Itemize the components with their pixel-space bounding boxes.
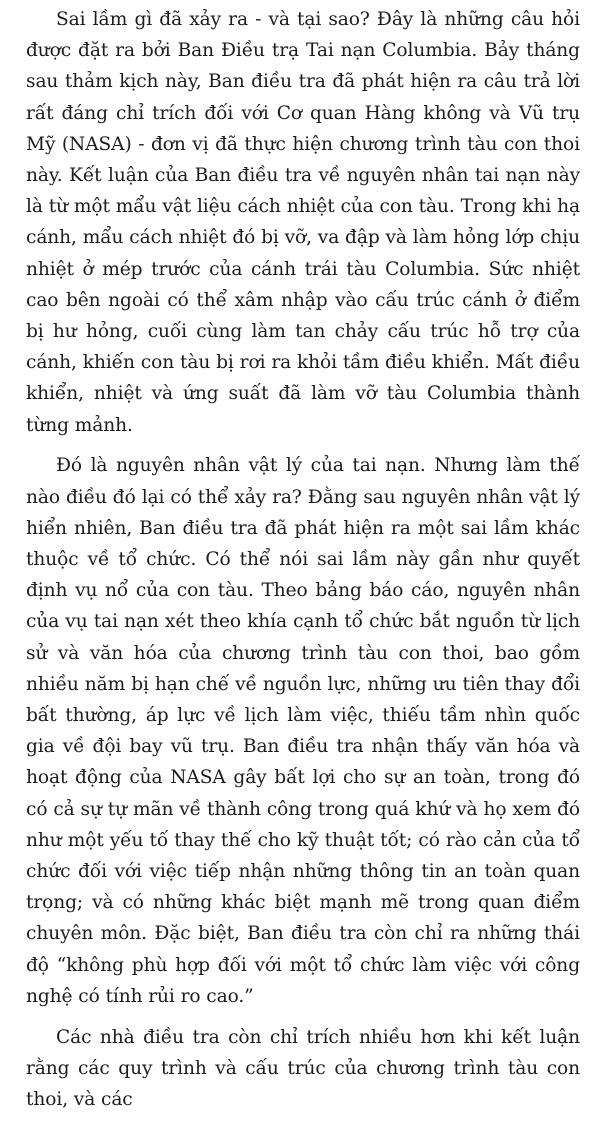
document-page (26, 4, 580, 1125)
paragraph-3: Các nhà điều tra còn chỉ trích nhiều hơn khi kết luận rằng các quy trình và cấu trúc của chương trình tàu con thoi, và các (26, 1026, 580, 1110)
paragraph-2: Đó là nguyên nhân vật lý của tai nạn. Nhưng làm thế nào điều đó lại có thể xảy ra? Đằng sau nguyên nhân vật lý hiển nhiên, Ban điều tra đã phát hiện ra một sai lầm khác thuộc về tổ chức. Có thể nói sai lầm này gần như quyết định vụ nổ của con tàu. Theo bảng báo cáo, nguyên nhân của vụ tai nạn xét theo khía cạnh tổ chức bắt nguồn từ lịch sử và văn hóa của chương trình tàu con thoi, bao gồm nhiều năm bị hạn chế về nguồn lực, những ưu tiên thay đổi bất thường, áp lực về lịch làm việc, thiếu tầm nhìn quốc gia về đội bay vũ trụ. Ban điều tra nhận thấy văn hóa và hoạt động của NASA gây bất lợi cho sự an toàn, trong đó có cả sự tự mãn về thành công trong quá khứ và họ xem đó như một yếu tố thay thế cho kỹ thuật tốt; có rào cản của tổ chức đối với việc tiếp nhận những thông tin an toàn quan trọng; và có những khác biệt mạnh mẽ trong quan điểm chuyên môn. Đặc biệt, Ban điều tra còn chỉ ra những thái độ “không phù hợp đối với một tổ chức làm việc với công nghệ có tính rủi ro cao.” (26, 455, 580, 1007)
paragraph-1: Sai lầm gì đã xảy ra - và tại sao? Đây là những câu hỏi được đặt ra bởi Ban Điều trạ Tai nạn Columbia. Bảy tháng sau thảm kịch này, Ban điều tra đã phát hiện ra câu trả lời rất đáng chỉ trích đối với Cơ quan Hàng không và Vũ trụ Mỹ (NASA) - đơn vị đã thực hiện chương trình tàu con thoi này. Kết luận của Ban điều tra về nguyên nhân tai nạn này là từ một mẩu vật liệu cách nhiệt của con tàu. Trong khi hạ cánh, mẩu cách nhiệt đó bị vỡ, va đập và làm hỏng lớp chịu nhiệt ở mép trước của cánh trái tàu Columbia. Sức nhiệt cao bên ngoài có thể xâm nhập vào cấu trúc cánh ở điểm bị hư hỏng, cuối cùng làm tan chảy cấu trúc hỗ trợ của cánh, khiến con tàu bị rơi ra khỏi tầm điều khiển. Mất điều khiển, nhiệt và ứng suất đã làm vỡ tàu Columbia thành từng mảnh. (26, 9, 580, 436)
